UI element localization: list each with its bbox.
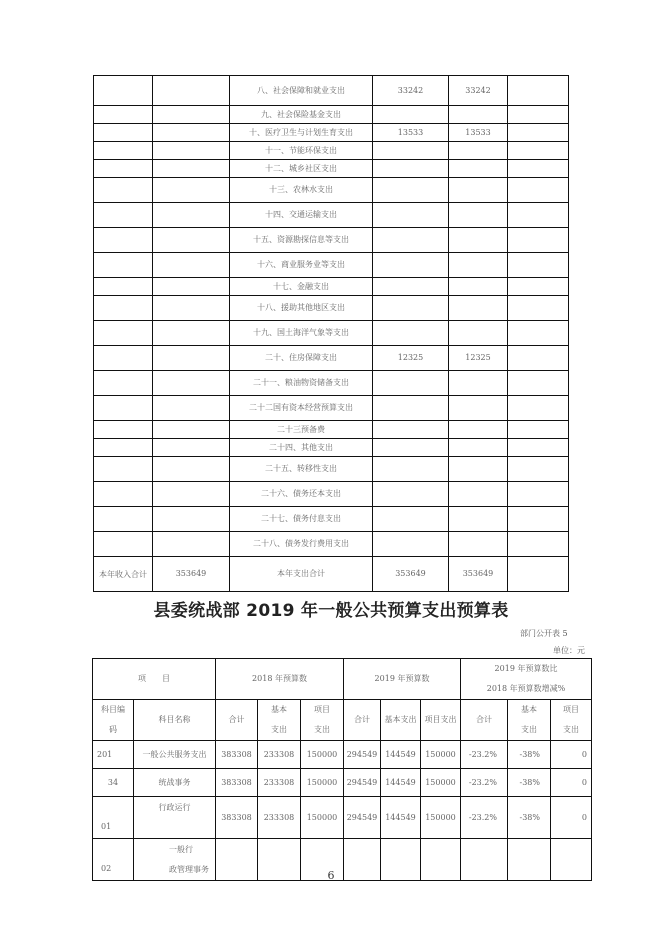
expense-item-cell: 十九、国土海洋气象等支出 [230,321,373,346]
expense-general-total-value: 353649 [449,557,508,592]
expense-general-budget-cell [449,507,508,532]
expense-total-cell [373,321,449,346]
expense-general-budget-cell: 33242 [449,76,508,106]
income-amount-cell [153,371,230,396]
header-project-2018: 项目支出 [301,700,344,741]
value-cell-bc: -38% [508,797,551,839]
expense-total-cell [373,371,449,396]
expense-other-cell [508,507,569,532]
income-amount-cell [153,228,230,253]
expense-item-cell: 八、社会保障和就业支出 [230,76,373,106]
income-item-cell [94,321,153,346]
income-amount-cell [153,421,230,439]
table-row [94,278,569,296]
header-name: 科目名称 [134,700,216,741]
value-cell-pc: 0 [551,797,592,839]
expense-total-cell [373,439,449,457]
expense-total-cell [373,482,449,507]
expense-other-cell [508,421,569,439]
header-basic-2018: 基本支出 [258,700,301,741]
income-amount-cell [153,482,230,507]
page-title: 县委统战部 2019 年一般公共预算支出预算表 [153,601,509,621]
value-cell-bc: -38% [508,769,551,797]
header-basic-2019: 基本支出 [381,700,421,741]
expense-item-cell: 二十七、债务付息支出 [230,507,373,532]
expense-item-cell: 十七、金融支出 [230,278,373,296]
expense-total-label: 本年支出合计 [230,557,373,592]
expense-total-cell [373,296,449,321]
value-cell-tc: -23.2% [461,741,508,769]
income-amount-cell [153,532,230,557]
expense-other-cell [508,142,569,160]
value-cell-p19: 150000 [421,769,461,797]
expense-other-cell [508,371,569,396]
value-cell-pc: 0 [551,769,592,797]
income-amount-cell [153,124,230,142]
table-row [94,228,569,253]
value-cell-tc: -23.2% [461,769,508,797]
expense-general-budget-cell [449,396,508,421]
income-total-label: 本年收入合计 [94,557,153,592]
expense-general-budget-cell: 12325 [449,346,508,371]
income-item-cell [94,296,153,321]
income-amount-cell [153,142,230,160]
expense-other-cell [508,106,569,124]
table-row [94,421,569,439]
expense-general-budget-cell [449,228,508,253]
table-row [94,178,569,203]
value-cell-b18: 233308 [258,797,301,839]
header-total-2019: 合计 [344,700,381,741]
expense-general-budget-cell [449,278,508,296]
income-amount-cell [153,507,230,532]
expense-other-cell [508,296,569,321]
expense-total-cell [373,532,449,557]
income-item-cell [94,507,153,532]
subject-name-cell: 一般行 政管理事务 [134,839,216,881]
expense-item-cell: 十五、资源勘探信息等支出 [230,228,373,253]
income-amount-cell [153,253,230,278]
expense-other-cell [508,160,569,178]
expense-general-budget-cell [449,439,508,457]
value-cell-t19: 294549 [344,741,381,769]
income-amount-cell [153,106,230,124]
expense-general-budget-cell [449,203,508,228]
table-row [94,532,569,557]
expense-item-cell: 二十五、转移性支出 [230,457,373,482]
subject-name-cell: 统战事务 [134,769,216,797]
value-cell-p18: 150000 [301,797,344,839]
expense-total-cell [373,203,449,228]
unit-label: 单位：元 [553,646,585,655]
value-cell-tc: -23.2% [461,797,508,839]
table-row [94,321,569,346]
value-cell-t19: 294549 [344,769,381,797]
expense-total-cell: 33242 [373,76,449,106]
value-cell-p18: 150000 [301,769,344,797]
expense-item-cell: 二十二国有资本经营预算支出 [230,396,373,421]
page-number: 6 [327,869,335,882]
expense-total-cell [373,228,449,253]
income-item-cell [94,396,153,421]
expense-general-budget-cell [449,178,508,203]
income-amount-cell [153,203,230,228]
income-item-cell [94,124,153,142]
expense-item-cell: 十六、商业服务业等支出 [230,253,373,278]
expense-item-cell: 十四、交通运输支出 [230,203,373,228]
value-cell-b18: 233308 [258,769,301,797]
header-project-2019: 项目支出 [421,700,461,741]
expense-other-cell [508,439,569,457]
expense-general-budget-cell [449,253,508,278]
table-row [94,482,569,507]
expense-total-value: 353649 [373,557,449,592]
expense-other-cell [508,228,569,253]
expense-general-budget-cell [449,321,508,346]
expense-total-cell [373,457,449,482]
value-cell-t18: 383308 [216,741,258,769]
expense-other-cell [508,253,569,278]
expense-general-budget-cell [449,142,508,160]
table-row [94,253,569,278]
expense-item-cell: 二十六、债务还本支出 [230,482,373,507]
income-item-cell [94,76,153,106]
expense-total-cell [373,253,449,278]
income-amount-cell [153,396,230,421]
value-cell-p19: 150000 [421,741,461,769]
subject-name-cell: 一般公共服务支出 [134,741,216,769]
income-item-cell [94,203,153,228]
table-row [94,106,569,124]
expense-total-cell [373,160,449,178]
expense-total-cell: 12325 [373,346,449,371]
expense-other-cell [508,76,569,106]
income-item-cell [94,160,153,178]
expense-item-cell: 十八、援助其他地区支出 [230,296,373,321]
income-item-cell [94,532,153,557]
expense-general-budget-cell: 13533 [449,124,508,142]
expense-general-budget-cell [449,106,508,124]
header-row-sub [93,700,592,741]
expense-item-cell: 十二、城乡社区支出 [230,160,373,178]
income-item-cell [94,278,153,296]
expense-general-budget-cell [449,160,508,178]
expense-item-cell: 二十三预备费 [230,421,373,439]
expense-item-cell: 二十一、粮油物资储备支出 [230,371,373,396]
income-amount-cell [153,346,230,371]
expense-other-cell [508,178,569,203]
value-cell-t19: 294549 [344,797,381,839]
expense-other-cell [508,532,569,557]
expense-general-budget-cell [449,532,508,557]
table-row [94,439,569,457]
income-item-cell [94,106,153,124]
header-2019: 2019 年预算数 [344,659,461,700]
income-amount-cell [153,160,230,178]
expense-item-cell: 二十四、其他支出 [230,439,373,457]
header-change: 2019 年预算数比 2018 年预算数增减% [461,659,592,700]
expense-other-total-cell [508,557,569,592]
expense-total-cell [373,142,449,160]
subject-code-cell: 201 [93,741,134,769]
income-item-cell [94,228,153,253]
header-row-top [93,659,592,700]
expense-general-budget-cell [449,482,508,507]
table-row [93,741,592,769]
subject-name-cell: 行政运行 [134,797,216,839]
income-amount-cell [153,457,230,482]
subject-code-cell: 01 [93,797,134,839]
income-amount-cell [153,321,230,346]
income-item-cell [94,421,153,439]
value-cell-pc: 0 [551,741,592,769]
table-row [94,142,569,160]
expense-total-cell [373,396,449,421]
table-row [93,797,592,839]
table-row [93,769,592,797]
table-row [94,203,569,228]
expense-item-cell: 二十八、债务发行费用支出 [230,532,373,557]
header-basic-change: 基本支出 [508,700,551,741]
expense-other-cell [508,278,569,296]
income-item-cell [94,253,153,278]
value-cell-t18: 383308 [216,769,258,797]
header-total-2018: 合计 [216,700,258,741]
expense-item-cell: 九、社会保险基金支出 [230,106,373,124]
table-row [94,507,569,532]
table-row [94,371,569,396]
income-amount-cell [153,76,230,106]
income-item-cell [94,457,153,482]
expense-general-budget-cell [449,421,508,439]
expense-total-cell [373,278,449,296]
table-row [94,396,569,421]
table-row [94,160,569,178]
expense-other-cell [508,457,569,482]
expense-general-budget-cell [449,296,508,321]
expense-item-cell: 十一、节能环保支出 [230,142,373,160]
expense-total-cell [373,178,449,203]
header-code: 科目编码 [93,700,134,741]
expense-other-cell [508,124,569,142]
header-total-change: 合计 [461,700,508,741]
value-cell-p18: 150000 [301,741,344,769]
value-cell-bc: -38% [508,741,551,769]
total-row [94,557,569,592]
expense-item-cell: 十三、农林水支出 [230,178,373,203]
income-amount-cell [153,178,230,203]
value-cell-p19: 150000 [421,797,461,839]
expense-total-cell [373,421,449,439]
expense-other-cell [508,482,569,507]
income-expense-summary-table [93,75,569,592]
expense-item-cell: 十、医疗卫生与计划生育支出 [230,124,373,142]
value-cell-b19: 144549 [381,769,421,797]
income-item-cell [94,371,153,396]
expense-other-cell [508,321,569,346]
income-item-cell [94,439,153,457]
expense-other-cell [508,396,569,421]
income-total-value: 353649 [153,557,230,592]
value-cell-t18: 383308 [216,797,258,839]
value-cell-b19: 144549 [381,797,421,839]
subject-code-cell: 34 [93,769,134,797]
expense-general-budget-cell [449,371,508,396]
income-item-cell [94,482,153,507]
income-item-cell [94,178,153,203]
income-item-cell [94,346,153,371]
form-number: 部门公开表 5 [520,629,568,638]
value-cell-b19: 144549 [381,741,421,769]
header-2018: 2018 年预算数 [216,659,344,700]
expense-total-cell: 13533 [373,124,449,142]
expense-total-cell [373,106,449,124]
subject-code-cell: 02 [93,839,134,881]
table-row [94,296,569,321]
income-amount-cell [153,296,230,321]
expense-other-cell [508,203,569,228]
expense-total-cell [373,507,449,532]
income-amount-cell [153,439,230,457]
income-amount-cell [153,278,230,296]
expense-general-budget-cell [449,457,508,482]
expense-item-cell: 二十、住房保障支出 [230,346,373,371]
table-row [94,124,569,142]
header-item: 项 目 [93,659,216,700]
table-row [94,76,569,106]
value-cell-b18: 233308 [258,741,301,769]
table-row [94,346,569,371]
header-project-change: 项目支出 [551,700,592,741]
table-row [94,457,569,482]
expense-other-cell [508,346,569,371]
general-public-budget-expenditure-table [92,658,592,881]
income-item-cell [94,142,153,160]
